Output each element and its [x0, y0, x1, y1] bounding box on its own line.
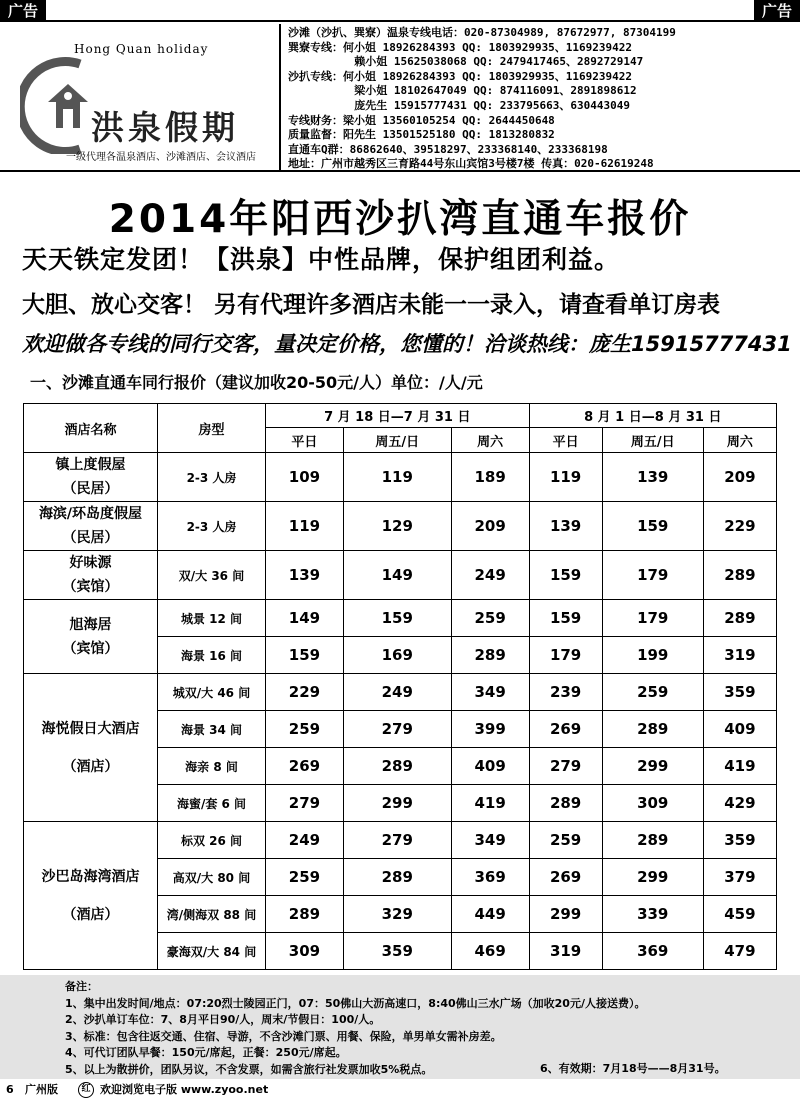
- price-cell: 359: [703, 674, 776, 711]
- price-cell: 309: [602, 785, 703, 822]
- ad-label-right: 广告: [754, 0, 800, 22]
- price-cell: 149: [266, 600, 344, 637]
- room-type: 豪海双/大 84 间: [158, 933, 266, 970]
- price-cell: 229: [703, 502, 776, 551]
- slogan: 天天铁定发团！【洪泉】中性品牌，保护组团利益。: [22, 245, 621, 274]
- contact-line: 赖小姐 15625038068 QQ: 2479417465、2892729147: [288, 55, 644, 69]
- room-type: 城景 12 间: [158, 600, 266, 637]
- price-cell: 179: [602, 600, 703, 637]
- price-cell: 459: [703, 896, 776, 933]
- section-title: 一、沙滩直通车同行报价（建议加收20-50元/人）单位：/人/元: [30, 373, 483, 392]
- price-cell: 279: [266, 785, 344, 822]
- day-header: 周六: [451, 428, 529, 453]
- price-cell: 229: [266, 674, 344, 711]
- slogan: 大胆、放心交客！ 另有代理许多酒店未能一一录入，请查看单订房表: [22, 292, 721, 318]
- price-cell: 369: [602, 933, 703, 970]
- price-cell: 159: [529, 600, 602, 637]
- price-cell: 289: [266, 896, 344, 933]
- room-type: 双/大 36 间: [158, 551, 266, 600]
- hotel-kind: （酒店）: [62, 906, 119, 923]
- price-cell: 339: [602, 896, 703, 933]
- contact-line: 庞先生 15915777431 QQ: 233795663、630443049: [288, 98, 631, 112]
- contact-line: 质量监督：阳先生 13501525180 QQ: 1813280832: [288, 128, 555, 142]
- price-cell: 379: [703, 859, 776, 896]
- room-type: 海蜜/套 6 间: [158, 785, 266, 822]
- price-cell: 119: [266, 502, 344, 551]
- hotel-kind: （宾馆）: [62, 579, 119, 595]
- hotel-kind: （民居）: [62, 481, 119, 497]
- price-cell: 259: [602, 674, 703, 711]
- ad-label-left: 广告: [0, 0, 46, 22]
- hotel-name: 沙巴岛海湾酒店: [41, 868, 140, 885]
- website-link[interactable]: 欢迎浏览电子版 www.zyoo.net: [100, 1083, 269, 1096]
- note-item: 4、可代订团队早餐：150元/席起，正餐：250元/席起。: [65, 1046, 347, 1059]
- price-cell: 299: [529, 896, 602, 933]
- room-type: 海景 16 间: [158, 637, 266, 674]
- contact-line: 沙滩（沙扒、巽寮）温泉专线电话：020-87304989, 87672977, 87304199: [288, 26, 676, 39]
- price-cell: 259: [266, 711, 344, 748]
- price-cell: 349: [451, 674, 529, 711]
- price-cell: 259: [266, 859, 344, 896]
- room-type: 高双/大 80 间: [158, 859, 266, 896]
- price-cell: 289: [529, 785, 602, 822]
- logo-english: Hong Quan holiday: [74, 42, 209, 56]
- price-cell: 279: [529, 748, 602, 785]
- price-cell: 139: [529, 502, 602, 551]
- price-cell: 399: [451, 711, 529, 748]
- price-cell: 279: [343, 711, 451, 748]
- room-type: 标双 26 间: [158, 822, 266, 859]
- price-table: [23, 403, 777, 970]
- price-cell: 269: [529, 859, 602, 896]
- price-cell: 159: [529, 551, 602, 600]
- price-cell: 319: [703, 637, 776, 674]
- header: [0, 22, 800, 172]
- price-cell: 289: [451, 637, 529, 674]
- price-cell: 449: [451, 896, 529, 933]
- contact-line: 直通车Q群：86862640、39518297、233368140、233368198: [288, 142, 608, 156]
- company-logo: [6, 24, 281, 170]
- hotel-name: 海滨/环岛度假屋: [38, 506, 143, 522]
- price-cell: 189: [451, 453, 529, 502]
- price-cell: 259: [529, 822, 602, 859]
- contact-line: 沙扒专线：何小姐 18926284393 QQ: 1803929935、1169239422: [288, 69, 633, 83]
- hotel-name: 镇上度假屋: [55, 457, 126, 473]
- note-item: 2、沙扒单订车位：7、8月平日90/人，周末/节假日：100/人。: [65, 1013, 381, 1026]
- table-row: [24, 674, 777, 711]
- note-validity: 6、有效期：7月18号——8月31号。: [540, 1062, 726, 1075]
- price-cell: 249: [266, 822, 344, 859]
- hotel-name-cell: [24, 674, 158, 822]
- room-type: 湾/侧海双 88 间: [158, 896, 266, 933]
- price-cell: 469: [451, 933, 529, 970]
- period-header: 8 月 1 日—8 月 31 日: [529, 404, 776, 428]
- price-cell: 319: [529, 933, 602, 970]
- price-cell: 349: [451, 822, 529, 859]
- price-cell: 169: [343, 637, 451, 674]
- contact-line: 地址：广州市越秀区三育路44号东山宾馆3号楼7楼 传真：020-62619248: [288, 157, 654, 171]
- price-cell: 329: [343, 896, 451, 933]
- table-row: [24, 551, 777, 600]
- notes-box: [0, 975, 800, 1079]
- day-header: 周五/日: [602, 428, 703, 453]
- col-room-header: 房型: [158, 404, 266, 453]
- price-cell: 369: [451, 859, 529, 896]
- table-row: [24, 502, 777, 551]
- price-cell: 289: [602, 711, 703, 748]
- price-cell: 309: [266, 933, 344, 970]
- contact-line: 专线财务：梁小姐 13560105254 QQ: 2644450648: [288, 113, 555, 127]
- edition-label: 广州版: [25, 1083, 58, 1096]
- price-cell: 299: [602, 859, 703, 896]
- note-item: 1、集中出发时间/地点：07:20烈士陵园正门，07：50佛山大沥高速口，8:40佛山三水广场（加收20元/人接送费）。: [65, 996, 646, 1010]
- price-cell: 479: [703, 933, 776, 970]
- price-cell: 419: [451, 785, 529, 822]
- price-cell: 409: [703, 711, 776, 748]
- price-cell: 249: [343, 674, 451, 711]
- price-cell: 139: [266, 551, 344, 600]
- contact-line: 巽寮专线：何小姐 18926284393 QQ: 1803929935、1169239422: [288, 40, 633, 54]
- price-cell: 269: [529, 711, 602, 748]
- hotel-name-cell: [24, 502, 158, 551]
- logo-house-icon: [20, 54, 100, 154]
- hotel-kind: （民居）: [62, 530, 119, 546]
- price-cell: 139: [602, 453, 703, 502]
- hotel-kind: （酒店）: [62, 758, 119, 775]
- table-row: [24, 822, 777, 859]
- day-header: 平日: [266, 428, 344, 453]
- footer: [0, 1080, 800, 1100]
- contact-line: 梁小姐 18102647049 QQ: 874116091、2891898612: [288, 84, 637, 98]
- price-cell: 199: [602, 637, 703, 674]
- price-cell: 209: [451, 502, 529, 551]
- hotel-name: 海悦假日大酒店: [41, 720, 140, 737]
- room-type: 城双/大 46 间: [158, 674, 266, 711]
- hotel-name-cell: [24, 600, 158, 674]
- hotel-name-cell: [24, 551, 158, 600]
- price-cell: 159: [266, 637, 344, 674]
- price-cell: 289: [703, 551, 776, 600]
- page-title: 2014年阳西沙扒湾直通车报价: [108, 197, 692, 242]
- price-cell: 119: [529, 453, 602, 502]
- hotel-name-cell: [24, 453, 158, 502]
- price-cell: 419: [703, 748, 776, 785]
- price-cell: 359: [703, 822, 776, 859]
- room-type: 2-3 人房: [158, 453, 266, 502]
- price-cell: 159: [343, 600, 451, 637]
- room-type: 2-3 人房: [158, 502, 266, 551]
- price-cell: 239: [529, 674, 602, 711]
- page-number: 6: [6, 1083, 14, 1096]
- price-cell: 179: [529, 637, 602, 674]
- price-cell: 289: [703, 600, 776, 637]
- hotline-slogan: 欢迎做各专线的同行交客，量决定价格，您懂的！洽谈热线：庞生15915777431: [22, 332, 792, 356]
- hotel-name: 好味源: [69, 555, 112, 571]
- table-row: [24, 453, 777, 502]
- price-cell: 289: [602, 822, 703, 859]
- price-cell: 249: [451, 551, 529, 600]
- price-cell: 429: [703, 785, 776, 822]
- room-type: 海亲 8 间: [158, 748, 266, 785]
- room-type: 海景 34 间: [158, 711, 266, 748]
- price-cell: 299: [343, 785, 451, 822]
- price-cell: 299: [602, 748, 703, 785]
- price-cell: 289: [343, 859, 451, 896]
- price-cell: 109: [266, 453, 344, 502]
- notes-heading: 备注：: [65, 980, 98, 993]
- price-cell: 289: [343, 748, 451, 785]
- price-cell: 269: [266, 748, 344, 785]
- col-hotel-header: 酒店名称: [24, 404, 158, 453]
- day-header: 周六: [703, 428, 776, 453]
- price-cell: 209: [703, 453, 776, 502]
- logo-tagline: 一级代理各温泉酒店、沙滩酒店、会议酒店: [66, 152, 256, 163]
- period-header: 7 月 18 日—7 月 31 日: [266, 404, 530, 428]
- price-cell: 179: [602, 551, 703, 600]
- contact-info: [288, 26, 796, 172]
- note-item: 5、以上为散拼价，团队另议，不含发票，如需含旅行社发票加收5%税点。: [65, 1062, 433, 1076]
- day-header: 周五/日: [343, 428, 451, 453]
- price-cell: 159: [602, 502, 703, 551]
- price-cell: 279: [343, 822, 451, 859]
- hotel-kind: （宾馆）: [62, 640, 119, 657]
- hotel-name: 旭海居: [69, 616, 112, 633]
- price-table-body: [24, 453, 777, 970]
- hotel-name-cell: [24, 822, 158, 970]
- price-cell: 119: [343, 453, 451, 502]
- price-cell: 149: [343, 551, 451, 600]
- note-item: 3、标准：包含往返交通、住宿、导游，不含沙滩门票、用餐、保险，单男单女需补房差。: [65, 1029, 502, 1043]
- publisher-logo-icon: 红: [78, 1082, 94, 1098]
- price-cell: 129: [343, 502, 451, 551]
- table-row: [24, 600, 777, 637]
- price-cell: 259: [451, 600, 529, 637]
- day-header: 平日: [529, 428, 602, 453]
- logo-chinese: 洪泉假期: [91, 108, 239, 147]
- price-cell: 409: [451, 748, 529, 785]
- price-cell: 359: [343, 933, 451, 970]
